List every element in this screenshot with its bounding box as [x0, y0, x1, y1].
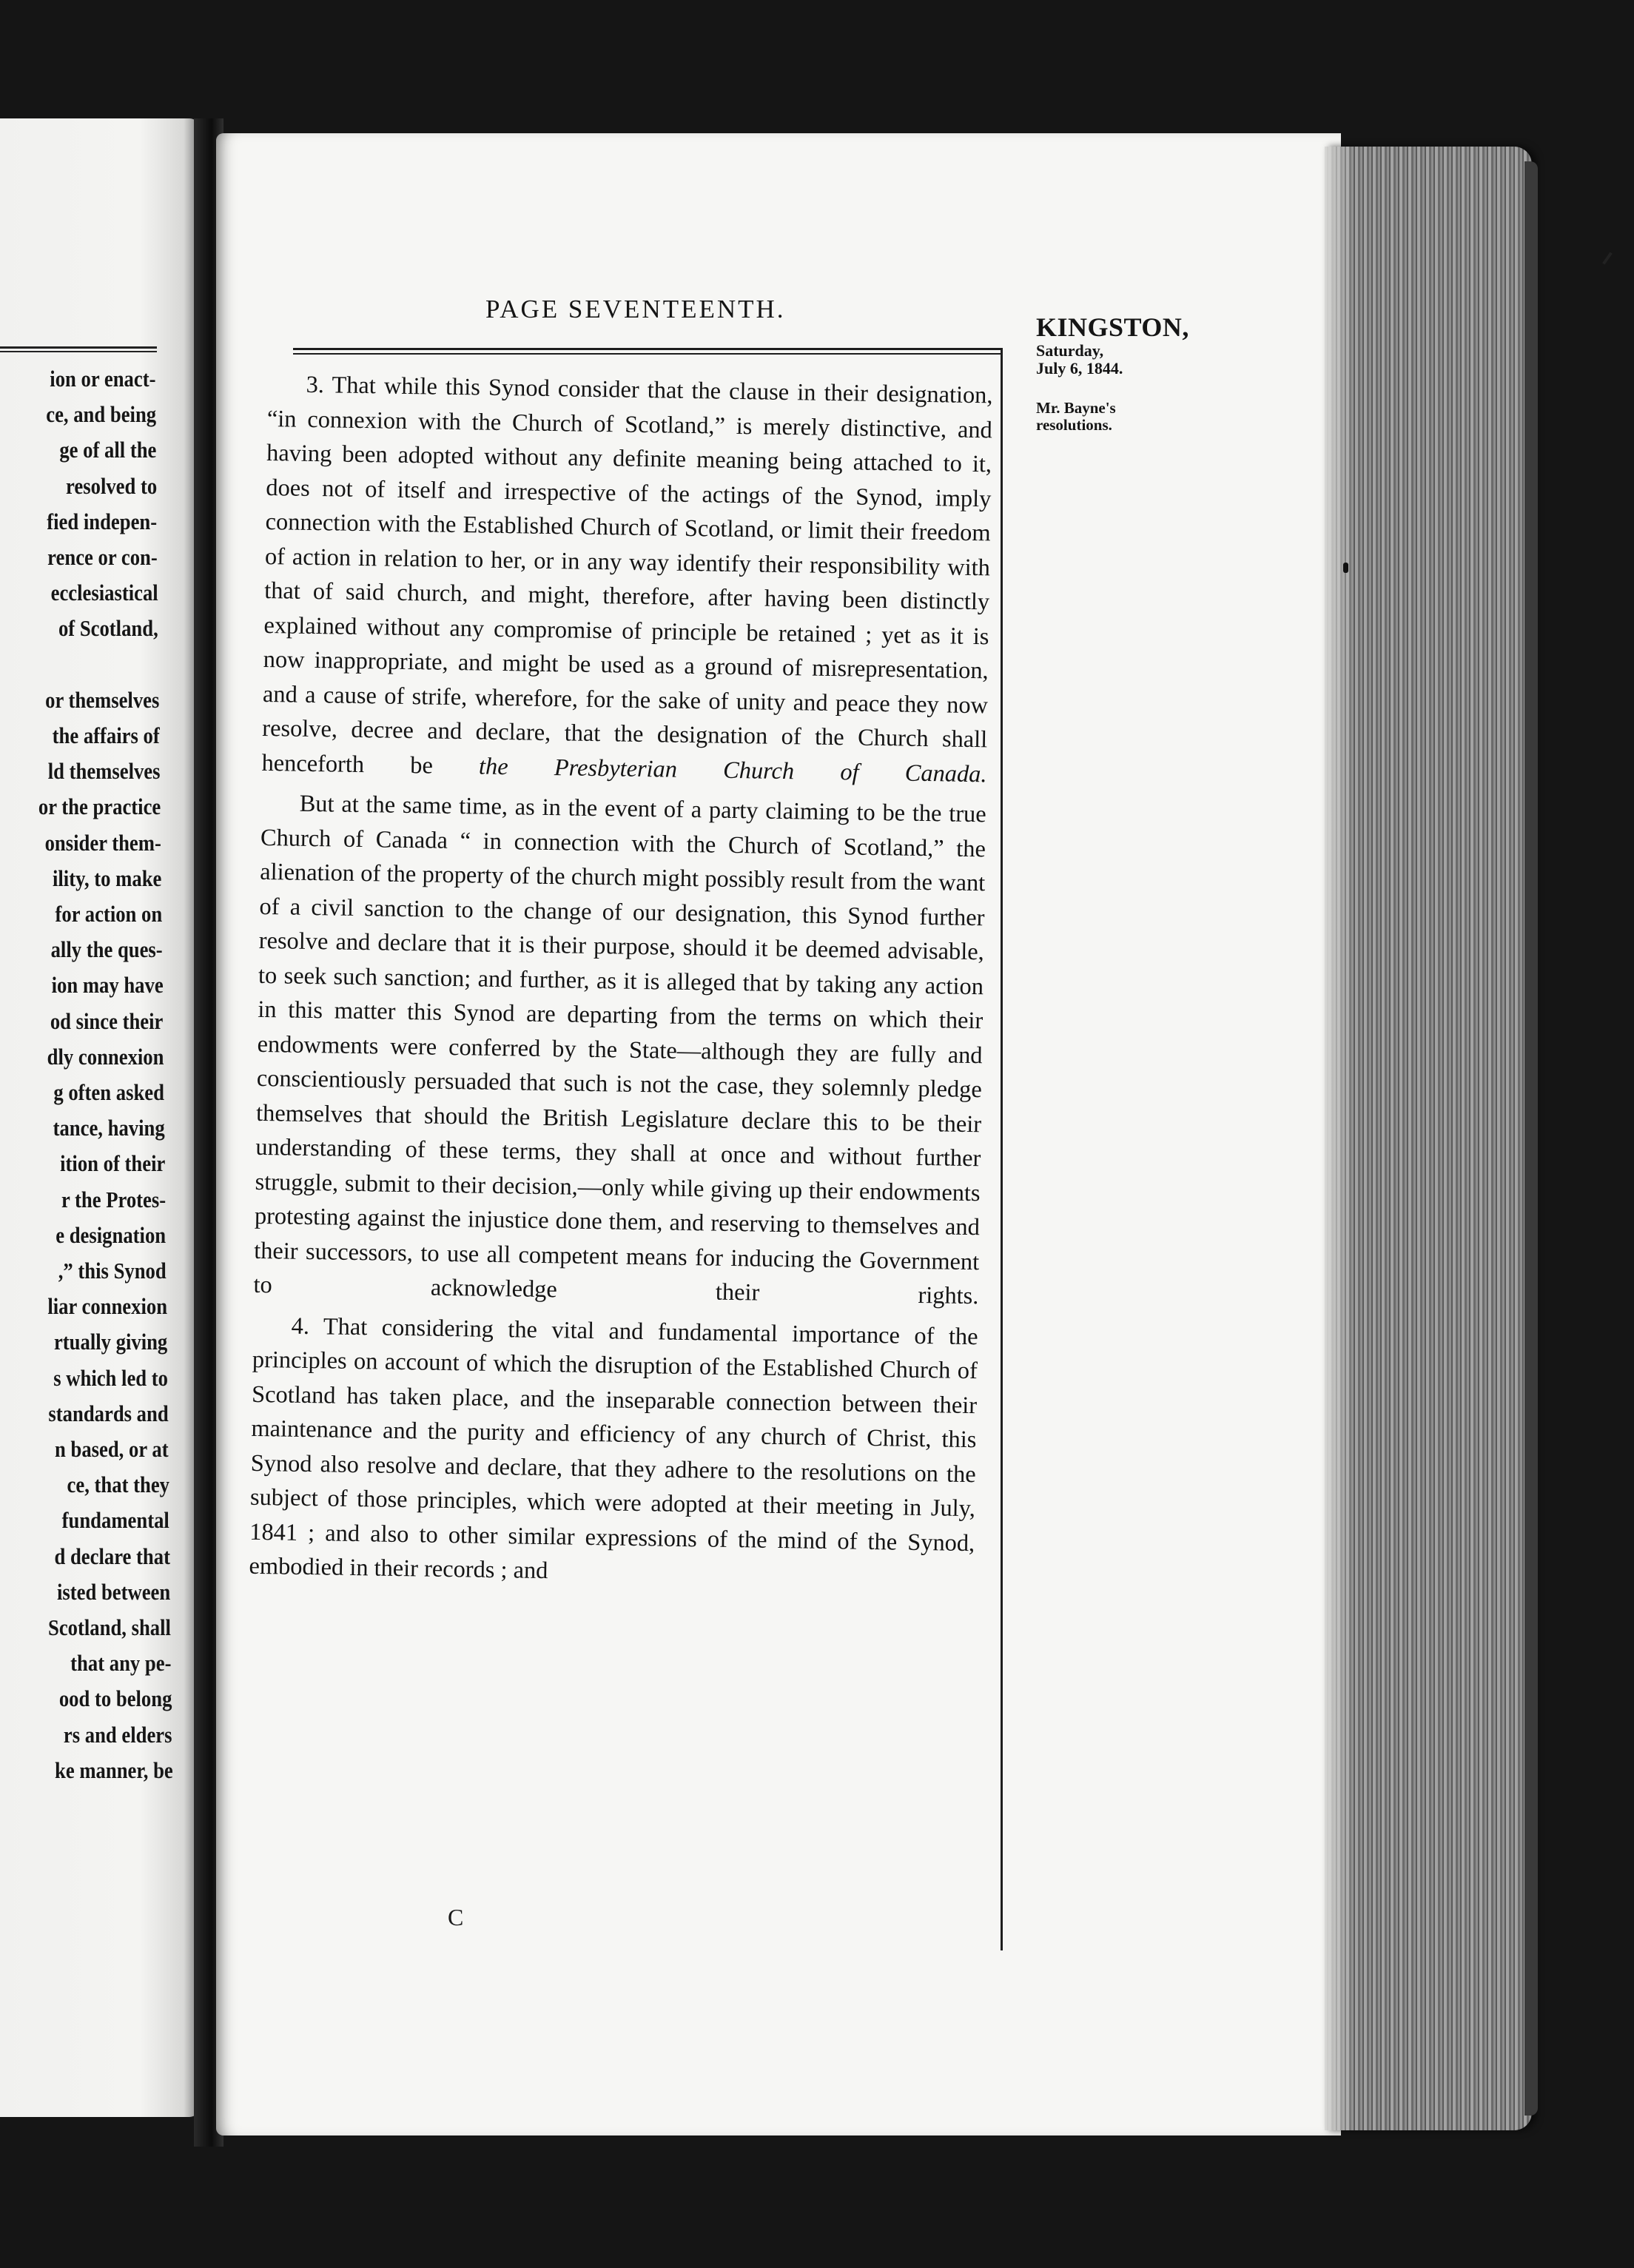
side-note-day: Saturday,: [1036, 341, 1104, 360]
left-page-line: ,” this Synod: [58, 1258, 167, 1284]
paragraph-but-at-same-time: But at the same time, as in the event of a party claiming to be the true Church of Canada “ in connection with the Church of Scotland,” the alienation of the property of the church might possibly result from the want of a civil sanction to the change of our designation, this Synod further resolve and declare that it is their purpose, should it be deemed advisable, to seek such sanction; and further, as it is alleged that by taking any action in this matter this Synod are departing from the terms on which their endowments were conferred by the State—although they are fully and conscientiously persuaded that such is not the case, they solemnly pledge themselves that should the British Legislature declare this to be their understanding of these terms, they shall at once and without further struggle, submit to their decision,—only while giving up their endowments protesting against the injustice done them, and reserving to themselves and their successors, to use all competent means for inducing the Government to acknowledge their rights.: [253, 790, 986, 1310]
left-page-line: standards and: [48, 1400, 169, 1426]
left-page-line: e designation: [56, 1221, 167, 1248]
left-page-line: isted between: [57, 1578, 171, 1605]
left-page-line: ce, and being: [45, 401, 156, 428]
left-page-line: for action on: [55, 901, 162, 927]
left-page-line: ion may have: [51, 972, 164, 999]
left-page-line: ood to belong: [58, 1685, 172, 1712]
left-page-line: ition of their: [60, 1150, 166, 1177]
side-note-line1: Mr. Bayne's: [1036, 399, 1116, 417]
left-page-line: of Scotland,: [58, 615, 159, 642]
side-note: [1036, 312, 1214, 434]
left-page-line: rtually giving: [53, 1329, 168, 1355]
left-page-line: s which led to: [53, 1364, 168, 1391]
head-rule: [293, 348, 1001, 355]
left-page-line: or themselves: [45, 686, 160, 713]
left-page-line: d declare that: [54, 1543, 170, 1569]
left-page-line: dly connexion: [47, 1043, 164, 1070]
scan-mark: [1602, 252, 1613, 264]
left-page-line: Scotland, shall: [48, 1614, 171, 1640]
left-page-line: ally the ques-: [50, 936, 163, 963]
side-note-date: July 6, 1844.: [1036, 359, 1123, 378]
side-note-line2: resolutions.: [1036, 416, 1112, 434]
left-page-line: od since their: [50, 1007, 164, 1034]
left-page-line: ld themselves: [47, 758, 161, 785]
left-page-line: n based, or at: [55, 1436, 169, 1462]
left-page-line: resolved to: [65, 472, 157, 499]
left-page-line: g often asked: [53, 1079, 164, 1105]
signature-mark: C: [448, 1904, 464, 1930]
left-page-line: fied indepen-: [47, 508, 158, 534]
side-note-place: KINGSTON,: [1036, 312, 1189, 342]
church-name-italic: the Presbyterian Church of Canada.: [478, 753, 987, 788]
left-page-line: ility, to make: [53, 865, 162, 891]
left-page-line: tance, having: [53, 1115, 165, 1141]
left-page-line: liar connexion: [47, 1293, 167, 1320]
column-rule: [1001, 348, 1003, 1950]
left-page-line: the affairs of: [52, 722, 160, 748]
left-page-rule: [0, 346, 157, 352]
left-page-line: ke manner, be: [54, 1757, 173, 1783]
left-page-line: onsider them-: [44, 829, 161, 856]
left-facing-page: [0, 118, 200, 2117]
left-page-line: r the Protes-: [61, 1186, 166, 1212]
left-page-line: rs and elders: [64, 1721, 172, 1748]
left-page-line: ecclesiastical: [50, 580, 158, 606]
left-page-line: or the practice: [38, 794, 161, 820]
left-page-line: rence or con-: [47, 544, 158, 570]
left-page-line: that any pe-: [70, 1650, 172, 1677]
left-page-line: ion or enact-: [49, 366, 155, 392]
main-text-column: [249, 367, 993, 1595]
paragraph-resolution-4: 4. That considering the vital and fundamental importance of the principles on account of which the disruption of the Established Church of Scotland has taken place, and the inseparable connection between their maintenance and the purity and efficiency of any church of Christ, this Synod also resolve and declare, that they adhere to the resolutions on the subject of those principles, which were adopted at their meeting in July, 1841 ; and also to other similar expressions of the mind of the Synod, embodied in their records ; and: [249, 1312, 978, 1585]
paragraph-resolution-3: [261, 367, 993, 791]
running-head: PAGE SEVENTEENTH.: [485, 295, 786, 323]
left-page-line: ge of all the: [59, 437, 157, 463]
page-edges: [1325, 147, 1532, 2130]
left-page-line: fundamental: [62, 1507, 170, 1534]
ink-speck: [1343, 563, 1348, 573]
left-page-line: ce, that they: [67, 1472, 169, 1498]
paragraph-resolution-3-text: 3. That while this Synod consider that the clause in their designation, “in connexion with the Church of Scotland,” is merely distinctive, and having been adopted without any definite meaning being attached to it, does not of itself and irrespective of the actings of the Synod, imply connection with the Established Church of Scotland, or limit their freedom of action in relation to her, or in any way identify their responsibility with that of said church, and might, therefore, after having been distinctly explained without any compromise of principle be retained ; yet as it is now inappropriate, and might be used as a ground of misrepresentation, and a cause of strife, wherefore, for the sake of unity and peace they now resolve, decree and declare, that the designation of the Church shall henceforth be: [261, 371, 993, 779]
